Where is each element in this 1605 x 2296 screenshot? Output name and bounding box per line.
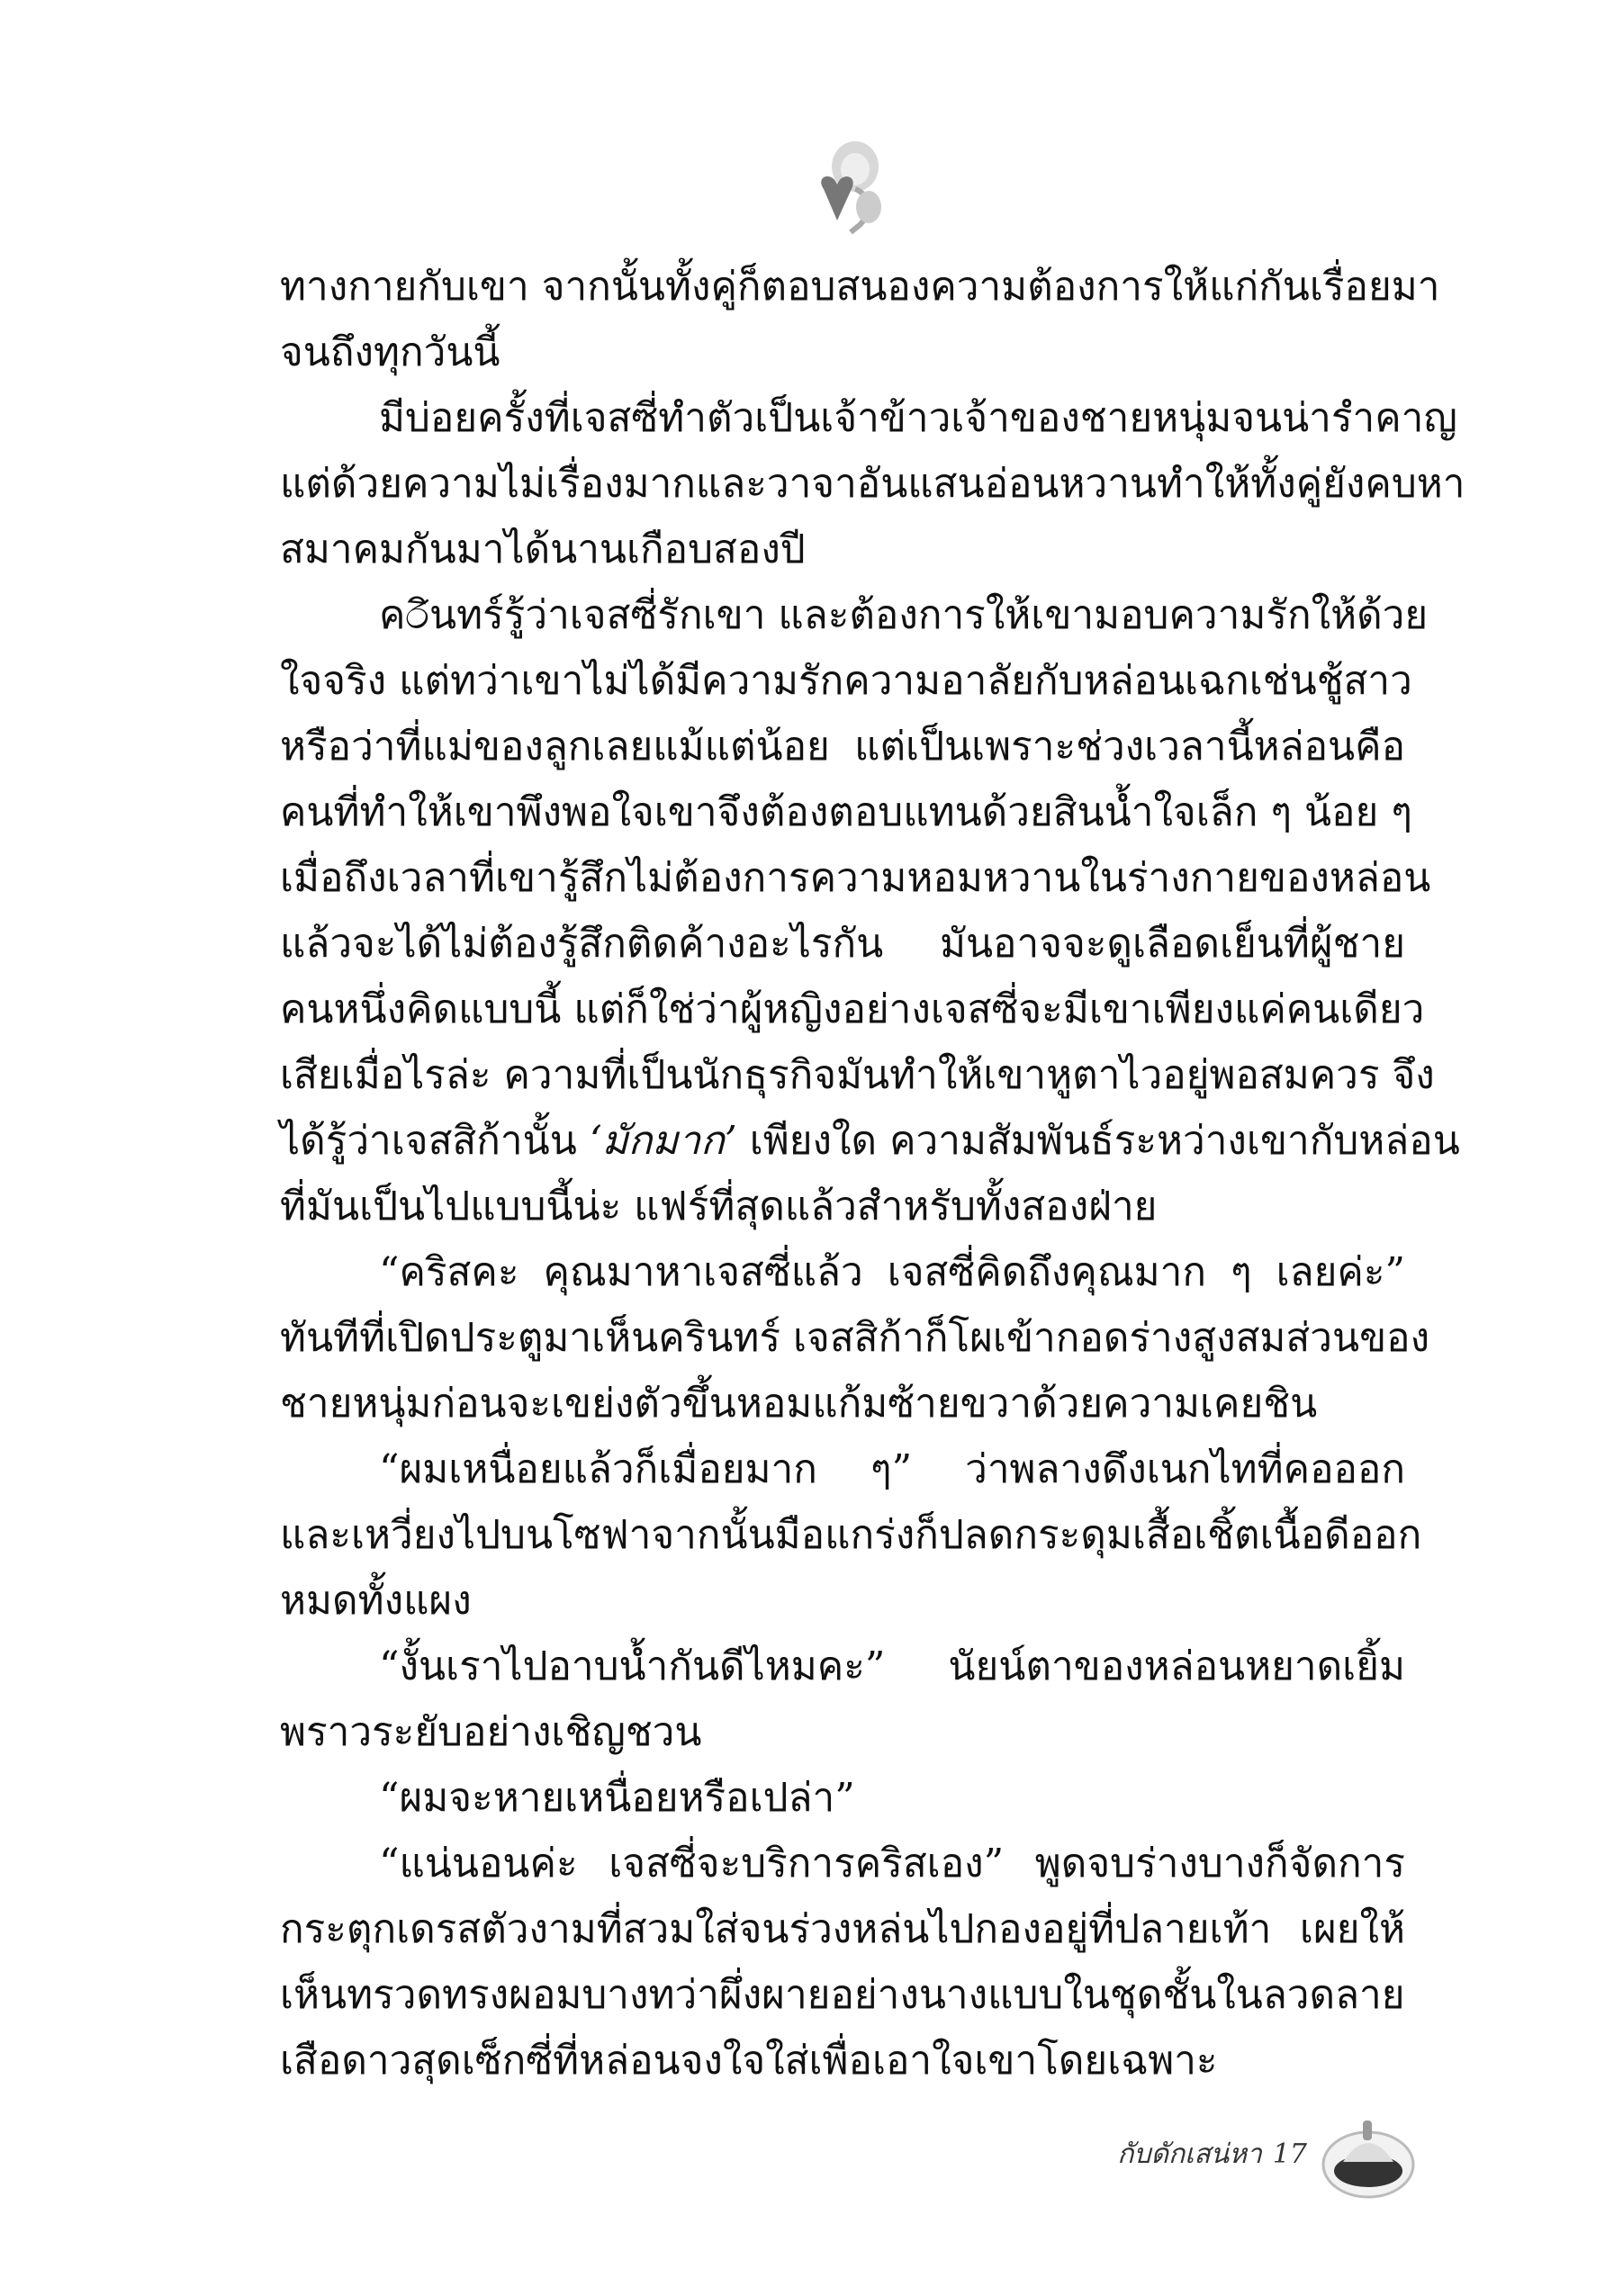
- running-title: กับดักเสน่หา: [1117, 2138, 1262, 2170]
- text-line: และเหวี่ยงไปบนโซฟาจากนั้นมือแกร่งก็ปลดกระดุมเสื้อเชิ้ตเนื้อดีออก: [280, 1512, 1422, 1558]
- italic-emphasis: ‘มักมาก’: [589, 1118, 737, 1164]
- text-line: กระตุกเดรสตัวงามที่สวมใส่จนร่วงหล่นไปกองอยู่ที่ปลายเท้า เผยให้: [280, 1906, 1405, 1952]
- text-line: [280, 1108, 1460, 1174]
- text-line: คนหนึ่งคิดแบบนี้ แต่ก็ใช่ว่าผู้หญิงอย่างเจสซี่จะมีเขาเพียงแค่คนเดียว: [280, 986, 1425, 1032]
- text-line: หรือว่าที่แม่ของลูกเลยแม้แต่น้อย แต่เป็นเพราะช่วงเวลานี้หล่อนคือ: [280, 724, 1405, 770]
- cupid-ornament-icon: [806, 135, 896, 239]
- text-line: ใจจริง แต่ทว่าเขาไม่ได้มีความรักความอาลัยกับหล่อนเฉกเช่นชู้สาว: [280, 658, 1412, 704]
- text-line: “งั้นเราไปอาบน้ำกันดีไหมคะ” นัยน์ตาของหล่อนหยาดเยิ้ม: [379, 1643, 1405, 1689]
- text-line: “ผมเหนื่อยแล้วก็เมื่อยมาก ๆ” ว่าพลางดึงเนกไทที่คอออก: [379, 1446, 1405, 1492]
- text-line: จนถึงทุกวันนี้: [280, 329, 500, 375]
- text-line: แต่ด้วยความไม่เรื่องมากและวาจาอันแสนอ่อนหวานทำให้ทั้งคู่ยังคบหา: [280, 461, 1465, 507]
- body-text: [280, 254, 1465, 2093]
- text-line: มีบ่อยครั้งที่เจสซี่ทำตัวเป็นเจ้าข้าวเจ้าของชายหนุ่มจนน่ารำคาญ: [379, 395, 1457, 441]
- text-line: พราวระยับอย่างเชิญชวน: [280, 1709, 702, 1755]
- text-line: ชายหนุ่มก่อนจะเขย่งตัวขึ้นหอมแก้มซ้ายขวาด้วยความเคยชิน: [280, 1381, 1318, 1427]
- text-line: เมื่อถึงเวลาที่เขารู้สึกไม่ต้องการความหอมหวานในร่างกายของหล่อน: [280, 855, 1431, 901]
- page-number: 17: [1272, 2138, 1307, 2170]
- cake-ornament-icon: [1316, 2115, 1417, 2201]
- text-line: แล้วจะได้ไม่ต้องรู้สึกติดค้างอะไรกัน มันอาจจะดูเลือดเย็นที่ผู้ชาย: [280, 921, 1405, 967]
- text-line: ทันทีที่เปิดประตูมาเห็นครินทร์ เจสสิก้าก็โผเข้ากอดร่างสูงสมส่วนของ: [280, 1315, 1430, 1361]
- text-line: หมดทั้งแผง: [280, 1578, 472, 1624]
- text-line: “แน่นอนค่ะ เจสซี่จะบริการคริสเอง” พูดจบร่างบางก็จัดการ: [379, 1841, 1405, 1886]
- text-line: คරินทร์รู้ว่าเจสซี่รักเขา และต้องการให้เขามอบความรักให้ด้วย: [379, 592, 1429, 638]
- text-line: สมาคมกันมาได้นานเกือบสองปี: [280, 527, 806, 572]
- text-line: เห็นทรวดทรงผอมบางทว่าผึ่งผายอย่างนางแบบในชุดชั้นในลวดลาย: [280, 1972, 1405, 2018]
- text-line: ทางกายกับเขา จากนั้นทั้งคู่ก็ตอบสนองความต้องการให้แก่กันเรื่อยมา: [280, 264, 1440, 310]
- text-line: เสียเมื่อไรล่ะ ความที่เป็นนักธุรกิจมันทำให้เขาหูตาไวอยู่พอสมควร จึง: [280, 1052, 1435, 1098]
- text-line: เสือดาวสุดเซ็กซี่ที่หล่อนจงใจใส่เพื่อเอาใจเขาโดยเฉพาะ: [280, 2038, 1218, 2084]
- text-line: “ผมจะหายเหนื่อยหรือเปล่า”: [379, 1775, 855, 1821]
- text-segment: เพียงใด ความสัมพันธ์ระหว่างเขากับหล่อน: [736, 1118, 1460, 1164]
- text-line: คนที่ทำให้เขาพึงพอใจเขาจึงต้องตอบแทนด้วยสินน้ำใจเล็ก ๆ น้อย ๆ: [280, 789, 1412, 835]
- text-line: “คริสคะ คุณมาหาเจสซี่แล้ว เจสซี่คิดถึงคุณมาก ๆ เลยค่ะ”: [379, 1249, 1405, 1295]
- text-segment: ได้รู้ว่าเจสสิก้านั้น: [280, 1118, 590, 1164]
- page-footer: [1117, 2133, 1307, 2175]
- text-line: ที่มันเป็นไปแบบนี้น่ะ แฟร์ที่สุดแล้วสำหรับทั้งสองฝ่าย: [280, 1184, 1158, 1229]
